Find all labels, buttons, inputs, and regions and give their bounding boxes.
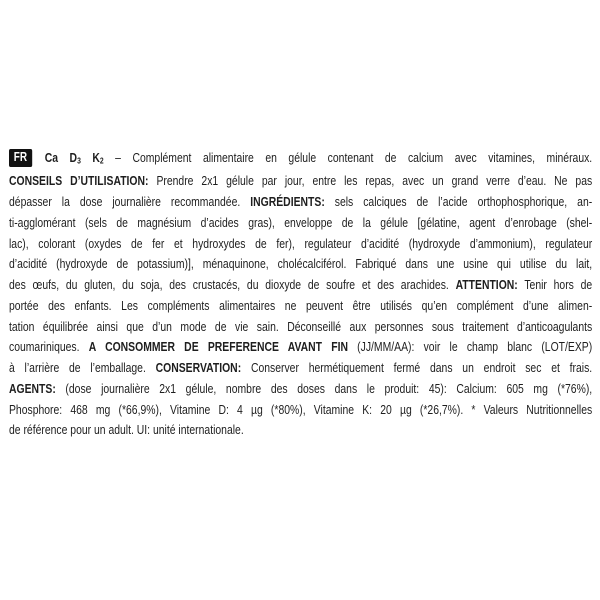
label-line-2 <box>9 171 592 192</box>
text-run-bold: ATTENTION: <box>455 277 518 292</box>
label-line-10 <box>9 337 592 358</box>
label-line-4 <box>9 213 592 234</box>
supplement-label-text <box>9 148 592 441</box>
text-run: d’acidité (hydroxyde de potassium)], ménaquinone, cholécalciférol. Fabriqué dans une usine qui utilise du lait, <box>9 256 593 272</box>
label-line-13 <box>9 400 592 421</box>
label-line-6 <box>9 254 592 275</box>
text-run: ti-agglomérant (sels de magnésium d’acides gras), enveloppe de la gélule [gélatine, agent d’enrobage (shel- <box>9 214 593 230</box>
text-run: des œufs, du gluten, du soja, des crustacés, du dioxyde de soufre et des arachides. <box>9 277 456 292</box>
text-run-bold: Ca D <box>44 150 78 165</box>
text-run: – Complément alimentaire en gélule contenant de calcium avec vitamines, minéraux. <box>103 150 593 165</box>
label-line-9 <box>9 317 592 338</box>
label-line-14 <box>9 420 592 441</box>
text-run-bold: K <box>80 150 100 165</box>
text-run: dépasser la dose journalière recommandée. <box>9 194 251 209</box>
text-run: (JJ/MM/AA): voir le champ blanc (LOT/EXP) <box>347 339 593 355</box>
text-run: coumariniques. <box>9 339 89 355</box>
text-run: de référence pour un adult. UI: unité internationale. <box>9 422 244 438</box>
text-run-subscript: 2 <box>99 155 104 166</box>
text-run: lac), colorant (oxydes de fer et hydroxydes de fer), regulateur d’acidité (hydroxyde d’ammonium), regulateur <box>9 235 593 251</box>
text-run: tation équilibrée ainsi que d’un mode de vie sain. Déconseillé aux personnes sous traitement d’anticoagulants <box>9 318 593 334</box>
text-run: sels calciques de l’acide orthophosphorique, an- <box>324 194 593 209</box>
label-line-8 <box>9 296 592 317</box>
text-run-bold: AGENTS: <box>9 380 56 396</box>
text-run: (dose journalière 2x1 gélule, nombre des doses dans le produit: 45): Calcium: 605 mg (*76%), <box>55 380 593 396</box>
text-run-bold: CONSEILS D’UTILISATION: <box>9 173 149 189</box>
text-run-bold: CONSERVATION: <box>155 360 242 375</box>
text-run: à l’arrière de l’emballage. <box>9 360 156 375</box>
fr-language-badge: FR <box>9 149 32 167</box>
text-run: Conserver hermétiquement fermé dans un endroit sec et frais. <box>241 360 593 375</box>
label-line-3 <box>9 192 592 213</box>
text-run-bold: A CONSOMMER DE PREFERENCE AVANT FIN <box>88 339 348 355</box>
text-run: portée des enfants. Les compléments alimentaires ne peuvent être utilisés qu’en complément d’une alimen- <box>9 297 593 313</box>
label-line-7 <box>9 275 592 296</box>
label-line-11 <box>9 358 592 379</box>
text-run: Tenir hors de <box>517 277 593 292</box>
label-line-12 <box>9 379 592 400</box>
text-run-subscript: 3 <box>77 155 81 166</box>
text-run: Prendre 2x1 gélule par jour, entre les repas, avec un grand verre d’eau. Ne pas <box>148 173 593 189</box>
text-run-bold: INGRÉDIENTS: <box>250 194 325 209</box>
text-run: Phosphore: 468 mg (*66,9%), Vitamine D: 4 µg (*80%), Vitamine K: 20 µg (*26,7%). * Valeurs Nutritionnelles <box>9 401 593 417</box>
label-line-5 <box>9 234 592 255</box>
label-line-1 <box>9 148 592 171</box>
